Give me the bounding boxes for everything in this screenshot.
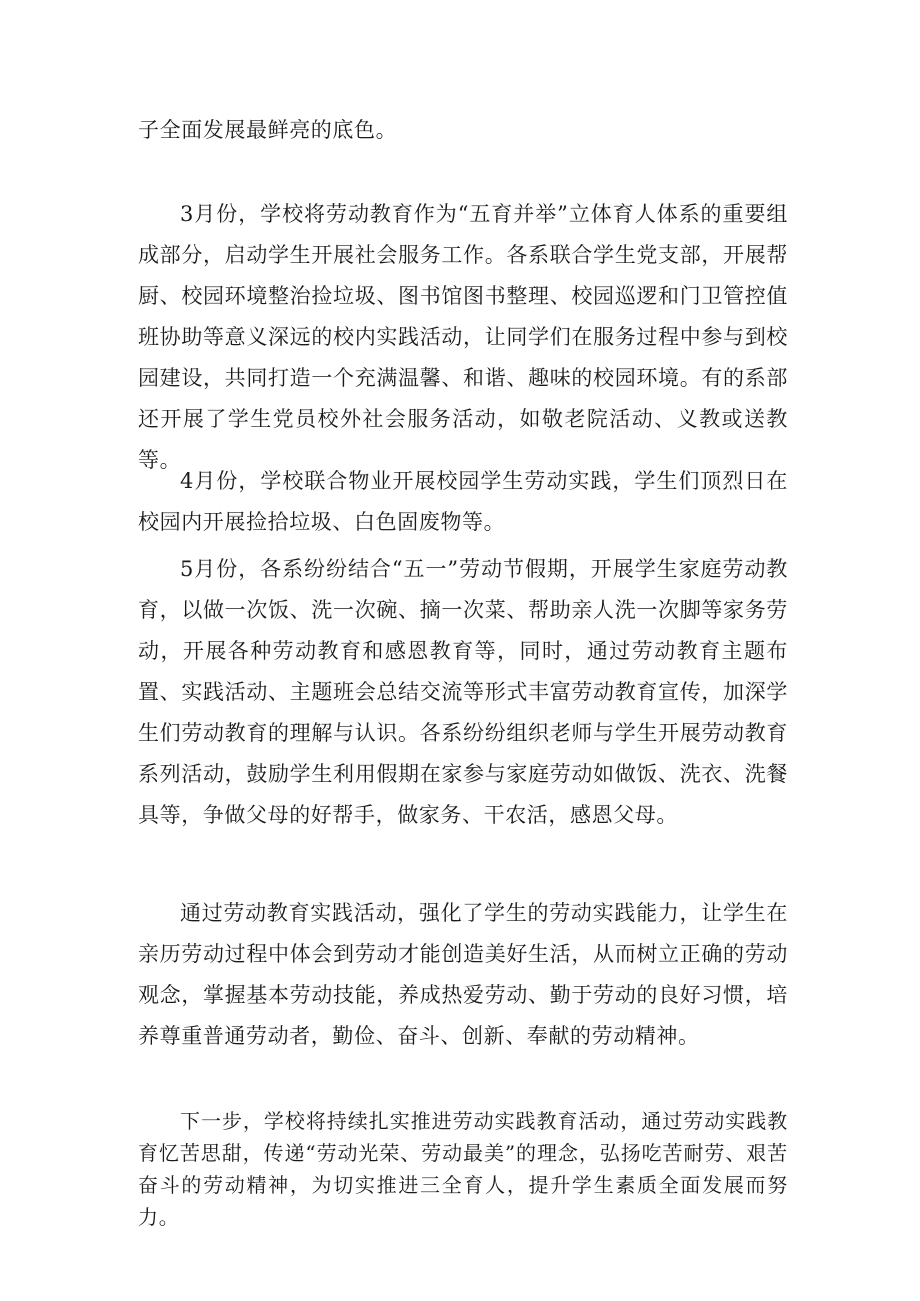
paragraph-may: 5月份，各系纷纷结合“五一”劳动节假期，开展学生家庭劳动教育，以做一次饭、洗一次碗、摘一次菜、帮助亲人洗一次脚等家务劳动，开展各种劳动教育和感恩教育等，同时，通过劳动教育主题布置、实践活动、主题班会总结交流等形式丰富劳动教育宣传，加深学生们劳动教育的理解与认识。各系纷纷组织老师与学生开展劳动教育系列活动，鼓励学生利用假期在家参与家庭劳动如做饭、洗衣、洗餐具等，争做父母的好帮手，做家务、干农活，感恩父母。 [138,557,788,827]
paragraph-next-steps: 下一步，学校将持续扎实推进劳动实践教育活动，通过劳动实践教育忆苦思甜，传递“劳动光荣、劳动最美”的理念，弘扬吃苦耐劳、艰苦奋斗的劳动精神，为切实推进三全育人，提升学生素质全面发展而努力。 [138,1109,788,1229]
paragraph-summary: 通过劳动教育实践活动，强化了学生的劳动实践能力，让学生在亲历劳动过程中体会到劳动才能创造美好生活，从而树立正确的劳动观念，掌握基本劳动技能，养成热爱劳动、勤于劳动的良好习惯，培养尊重普通劳动者，勤俭、奋斗、创新、奉献的劳动精神。 [138,901,788,1048]
paragraph-march: 3月份，学校将劳动教育作为“五育并举”立体育人体系的重要组成部分，启动学生开展社会服务工作。各系联合学生党支部，开展帮厨、校园环境整治捡垃圾、图书馆图书整理、校园巡逻和门卫管控值班协助等意义深远的校内实践活动，让同学们在服务过程中参与到校园建设，共同打造一个充满温馨、和谐、趣味的校园环境。有的系部还开展了学生党员校外社会服务活动，如敬老院活动、义教或送教等。 [138,202,788,472]
paragraph-april: 4月份，学校联合物业开展校园学生劳动实践，学生们顶烈日在校园内开展捡拾垃圾、白色固废物等。 [138,469,788,534]
paragraph-continuation: 子全面发展最鲜亮的底色。 [138,118,398,142]
